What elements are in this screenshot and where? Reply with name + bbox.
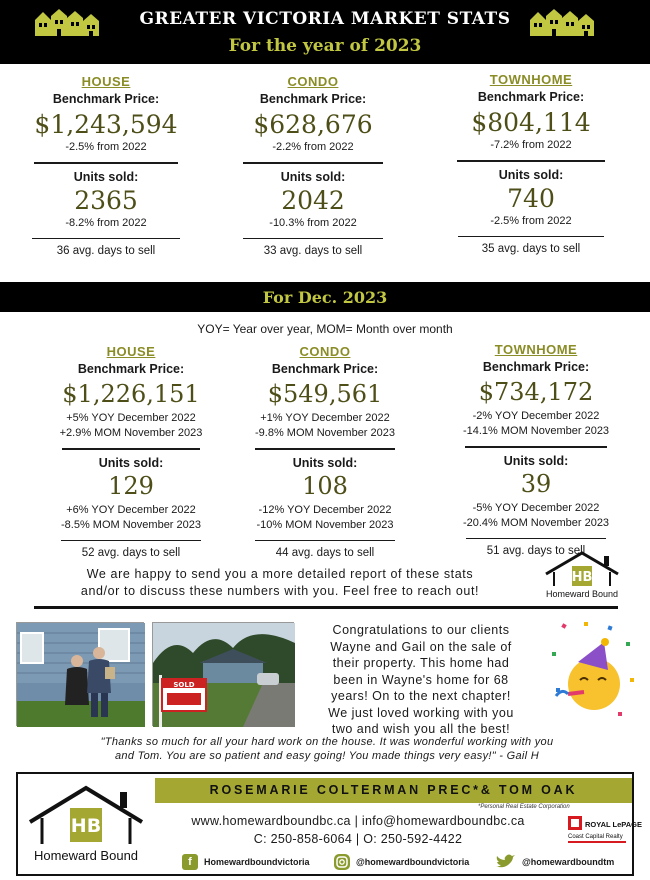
divider <box>62 448 200 450</box>
price-yoy: +1% YOY December 2022 <box>260 412 390 424</box>
units-yoy: -12% YOY December 2022 <box>258 504 392 516</box>
party-emoji-icon <box>548 618 640 728</box>
units-change: -2.5% from 2022 <box>490 215 572 227</box>
dec-townhome-column <box>458 342 614 557</box>
avg-days: 44 avg. days to sell <box>275 547 375 559</box>
benchmark-label: Benchmark Price: <box>477 90 585 104</box>
prec-note: *Personal Real Estate Corporation <box>478 804 570 810</box>
twitter-bird-icon <box>494 854 516 870</box>
agent-names: ROSEMARIE COLTERMAN PREC*& TOM OAK <box>209 783 578 797</box>
price-mom: -14.1% MOM November 2023 <box>462 425 610 437</box>
report-line: and/or to discuss these numbers with you. Feel free to reach out! <box>80 584 480 598</box>
property-photo <box>152 622 294 726</box>
instagram-link[interactable] <box>334 854 469 870</box>
congrats-line: We just loved working with you <box>328 705 514 720</box>
royal-lepage-office: Coast Capital Realty <box>568 834 623 840</box>
sold-sign-text: SOLD <box>173 681 195 689</box>
units-label: Units sold: <box>292 456 358 470</box>
avg-days: 35 avg. days to sell <box>481 243 581 255</box>
logo-text: Homeward Bound <box>33 848 139 863</box>
footer <box>16 772 642 876</box>
units-mom: -20.4% MOM November 2023 <box>462 517 610 529</box>
property-type: HOUSE <box>81 74 131 89</box>
congrats-line: years! On to the next chapter! <box>331 689 511 703</box>
units-yoy: +6% YOY December 2022 <box>66 504 196 516</box>
price-mom: +2.9% MOM November 2023 <box>59 427 203 439</box>
units-sold: 2365 <box>74 186 138 215</box>
testimonial-line: "Thanks so much for all your hard work on the house. It was wonderful working with you <box>100 736 554 748</box>
divider <box>457 160 605 162</box>
price-mom: -9.8% MOM November 2023 <box>255 427 395 439</box>
units-label: Units sold: <box>498 168 564 182</box>
price-change: -2.2% from 2022 <box>272 141 354 153</box>
avg-days: 52 avg. days to sell <box>81 547 181 559</box>
units-change: -8.2% from 2022 <box>65 217 147 229</box>
twitter-link[interactable] <box>494 854 614 870</box>
units-label: Units sold: <box>280 170 346 184</box>
agent-names-bar <box>155 778 632 803</box>
congrats-line: been in Wayne's home for 68 <box>333 672 509 687</box>
units-change: -10.3% from 2022 <box>269 217 357 229</box>
congrats-line: Congratulations to our clients <box>332 623 510 637</box>
royal-lepage-name: ROYAL LePAGE <box>585 820 642 829</box>
congrats-line: their property. This home had <box>332 656 510 670</box>
royal-lepage-logo <box>566 814 642 848</box>
price-change: -2.5% from 2022 <box>65 141 147 153</box>
divider <box>255 540 395 541</box>
divider <box>32 238 180 239</box>
units-sold: 2042 <box>281 186 345 215</box>
homeward-bound-logo <box>540 550 624 600</box>
facebook-link[interactable] <box>182 854 310 870</box>
logo-mark: HB <box>571 570 593 585</box>
dec-house-column <box>56 344 206 559</box>
property-type: CONDO <box>299 344 351 359</box>
divider <box>465 446 607 448</box>
benchmark-label: Benchmark Price: <box>271 362 379 376</box>
property-type: HOUSE <box>106 344 156 359</box>
benchmark-price: $1,226,151 <box>62 380 200 408</box>
property-type: TOWNHOME <box>489 72 573 87</box>
page-title: GREATER VICTORIA MARKET STATS <box>139 9 511 29</box>
instagram-handle: @homewardboundvictoria <box>356 857 470 867</box>
benchmark-label: Benchmark Price: <box>259 92 367 106</box>
divider <box>458 236 604 237</box>
units-label: Units sold: <box>73 170 139 184</box>
report-message <box>30 566 530 600</box>
congrats-message <box>305 622 537 738</box>
testimonial <box>28 735 626 763</box>
testimonial-line: and Tom. You are so patient and easy going! You made things very easy!" - Gail H <box>115 750 539 762</box>
price-yoy: +5% YOY December 2022 <box>66 412 196 424</box>
twitter-handle: @homewardboundtm <box>522 857 615 867</box>
website-email[interactable]: www.homewardboundbc.ca | info@homewardboundbc.ca <box>191 814 525 828</box>
houses-icon <box>528 8 596 36</box>
section-divider <box>34 606 618 609</box>
benchmark-label: Benchmark Price: <box>52 92 160 106</box>
divider <box>466 538 606 539</box>
units-label: Units sold: <box>98 456 164 470</box>
avg-days: 51 avg. days to sell <box>486 545 586 557</box>
header-banner <box>0 0 650 64</box>
dec-banner <box>0 282 650 312</box>
price-change: -7.2% from 2022 <box>490 139 572 151</box>
benchmark-price: $549,561 <box>267 380 383 408</box>
divider <box>34 162 178 164</box>
property-type: TOWNHOME <box>494 342 578 357</box>
divider <box>243 238 383 239</box>
facebook-handle: Homewardboundvictoria <box>204 857 310 867</box>
units-sold: 129 <box>108 472 154 500</box>
clients-photo-image <box>17 623 145 727</box>
divider <box>255 448 395 450</box>
year-townhome-column <box>454 72 608 255</box>
benchmark-price: $1,243,594 <box>34 110 178 139</box>
benchmark-price: $734,172 <box>478 378 594 406</box>
facebook-icon: f <box>182 854 198 870</box>
units-mom: -10% MOM November 2023 <box>256 519 394 531</box>
units-sold: 740 <box>507 184 555 213</box>
benchmark-price: $804,114 <box>471 108 591 137</box>
divider <box>61 540 201 541</box>
homeward-bound-logo <box>26 784 146 868</box>
dec-title: For Dec. 2023 <box>262 288 388 307</box>
units-mom: -8.5% MOM November 2023 <box>61 519 201 531</box>
year-house-column <box>26 74 186 257</box>
benchmark-price: $628,676 <box>253 110 373 139</box>
logo-mark: HB <box>70 815 102 837</box>
units-yoy: -5% YOY December 2022 <box>472 502 600 514</box>
property-type: CONDO <box>287 74 339 89</box>
page-subtitle: For the year of 2023 <box>228 36 422 56</box>
instagram-icon <box>334 854 350 870</box>
phone-numbers[interactable]: C: 250-858-6064 | O: 250-592-4422 <box>253 832 463 846</box>
benchmark-label: Benchmark Price: <box>77 362 185 376</box>
units-sold: 108 <box>302 472 348 500</box>
yoy-mom-note: YOY= Year over year, MOM= Month over month <box>197 322 453 336</box>
report-line: We are happy to send you a more detailed report of these stats <box>86 567 474 581</box>
year-condo-column <box>238 74 388 257</box>
logo-text: Homeward Bound <box>545 589 619 599</box>
clients-photo <box>16 622 144 726</box>
price-yoy: -2% YOY December 2022 <box>472 410 600 422</box>
units-sold: 39 <box>520 470 552 498</box>
congrats-line: two and wish you all the best! <box>331 722 511 736</box>
avg-days: 36 avg. days to sell <box>56 245 156 257</box>
property-photo-image <box>153 623 295 727</box>
divider <box>243 162 383 164</box>
avg-days: 33 avg. days to sell <box>263 245 363 257</box>
benchmark-label: Benchmark Price: <box>482 360 590 374</box>
units-label: Units sold: <box>503 454 569 468</box>
dec-condo-column <box>250 344 400 559</box>
congrats-line: Wayne and Gail on the sale of <box>330 639 512 654</box>
